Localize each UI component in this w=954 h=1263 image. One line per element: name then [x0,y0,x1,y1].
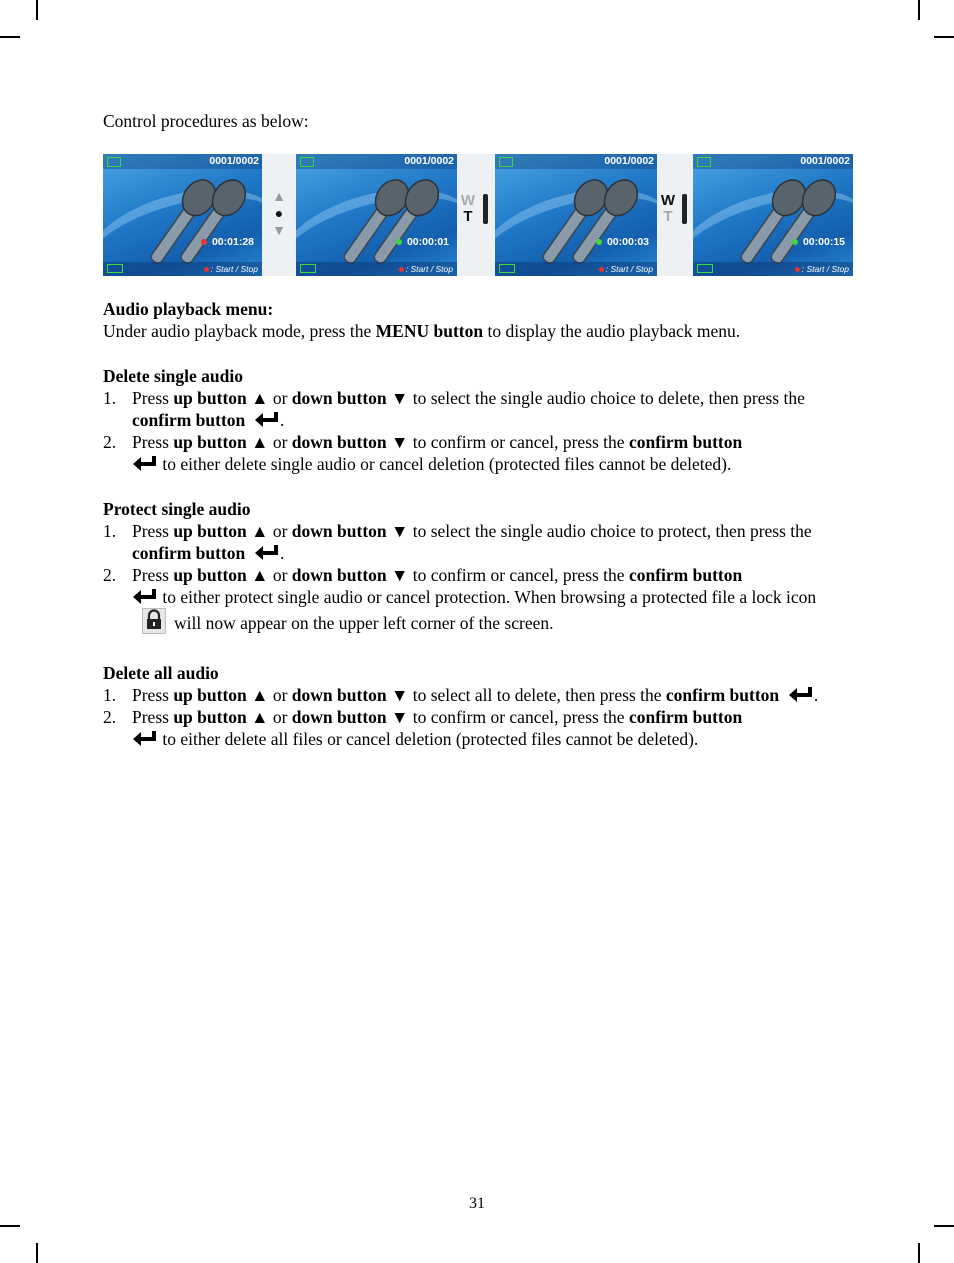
crop-mark [0,1225,20,1227]
zoom-bar-icon [682,194,687,224]
file-counter: 0001/0002 [604,155,654,167]
crop-mark [36,1243,38,1263]
enter-icon [788,685,814,705]
microphone-icon [701,172,851,264]
battery-icon [107,264,123,273]
page-number: 31 [469,1195,485,1212]
record-dot-icon [795,267,800,272]
battery-icon [499,264,515,273]
start-stop-hint: : Start / Stop [599,262,653,276]
crop-mark [918,0,920,20]
file-counter: 0001/0002 [209,155,259,167]
record-indicator [792,239,798,245]
playback-menu-section [103,298,823,342]
recording-screen [103,154,262,276]
recording-screen [693,154,853,276]
zoom-wide-icon: W [660,192,676,209]
list-item: 2. Press up button ▲ or down button ▼ to confirm or cancel, press the confirm button to either delete single audio or cancel deletion (protected files cannot be deleted). [103,432,743,474]
crop-mark [0,36,20,38]
zoom-tele-icon: T [463,208,473,225]
lock-icon [142,608,166,634]
section-heading: Delete all audio [103,663,219,683]
battery-icon [300,264,316,273]
zoom-bar-icon [483,194,488,224]
list-item: 2. Press up button ▲ or down button ▼ to confirm or cancel, press the confirm button to either delete all files or cancel deletion (protected files cannot be deleted). [103,707,743,749]
recording-screen [296,154,457,276]
audio-mode-icon [300,157,314,167]
microphone-icon [503,172,653,264]
section-heading: Audio playback menu: [103,299,274,319]
enter-icon [254,410,280,430]
enter-icon [254,543,280,563]
zoom-tele-icon: T [663,208,673,225]
section-heading: Delete single audio [103,366,243,386]
start-stop-hint: : Start / Stop [399,262,453,276]
enter-icon [132,729,158,749]
crop-mark [36,0,38,20]
audio-mode-icon [499,157,513,167]
time-readout: 00:00:03 [606,236,649,248]
record-indicator [596,239,602,245]
zoom-separator [657,154,693,276]
crop-mark [918,1243,920,1263]
delete-all-section [103,662,823,750]
audio-mode-icon [697,157,711,167]
record-dot-icon [399,267,404,272]
list-item: 1. Press up button ▲ or down button ▼ to select the single audio choice to protect, then press the confirm button . [103,521,812,563]
nav-separator [262,154,296,276]
protect-single-section [103,498,823,634]
file-counter: 0001/0002 [800,155,850,167]
paragraph: Under audio playback mode, press the MENU button to display the audio playback menu. [103,321,741,341]
screenshot-strip [103,154,853,276]
down-arrow-icon: ▼ [272,222,286,238]
list-item: 2. Press up button ▲ or down button ▼ to confirm or cancel, press the confirm button to either protect single audio or cancel protection. When browsing a protected file a lock iconwill now appear on the upper left corner of the screen. [103,565,817,633]
zoom-separator [457,154,495,276]
record-dot-icon [599,267,604,272]
crop-mark [934,36,954,38]
microphone-icon [111,172,261,264]
time-readout: 00:01:28 [211,236,254,248]
zoom-wide-icon: W [460,192,476,209]
delete-single-section [103,365,823,475]
list-item: 1. Press up button ▲ or down button ▼ to select all to delete, then press the confirm button . [103,685,819,705]
up-arrow-icon: ▲ [272,188,286,204]
battery-icon [697,264,713,273]
start-stop-hint: : Start / Stop [795,262,849,276]
record-indicator [201,239,207,245]
crop-mark [934,1225,954,1227]
record-dot-icon [204,267,209,272]
list-item: 1. Press up button ▲ or down button ▼ to select the single audio choice to delete, then press the confirm button . [103,388,805,430]
time-readout: 00:00:15 [802,236,845,248]
enter-icon [132,454,158,474]
enter-icon [132,587,158,607]
recording-screen [495,154,657,276]
time-readout: 00:00:01 [406,236,449,248]
section-heading: Protect single audio [103,499,251,519]
intro-text: Control procedures as below: [103,111,309,131]
start-stop-hint: : Start / Stop [204,262,258,276]
record-dot-icon: ● [274,205,284,221]
audio-mode-icon [107,157,121,167]
record-indicator [396,239,402,245]
file-counter: 0001/0002 [404,155,454,167]
microphone-icon [304,172,454,264]
